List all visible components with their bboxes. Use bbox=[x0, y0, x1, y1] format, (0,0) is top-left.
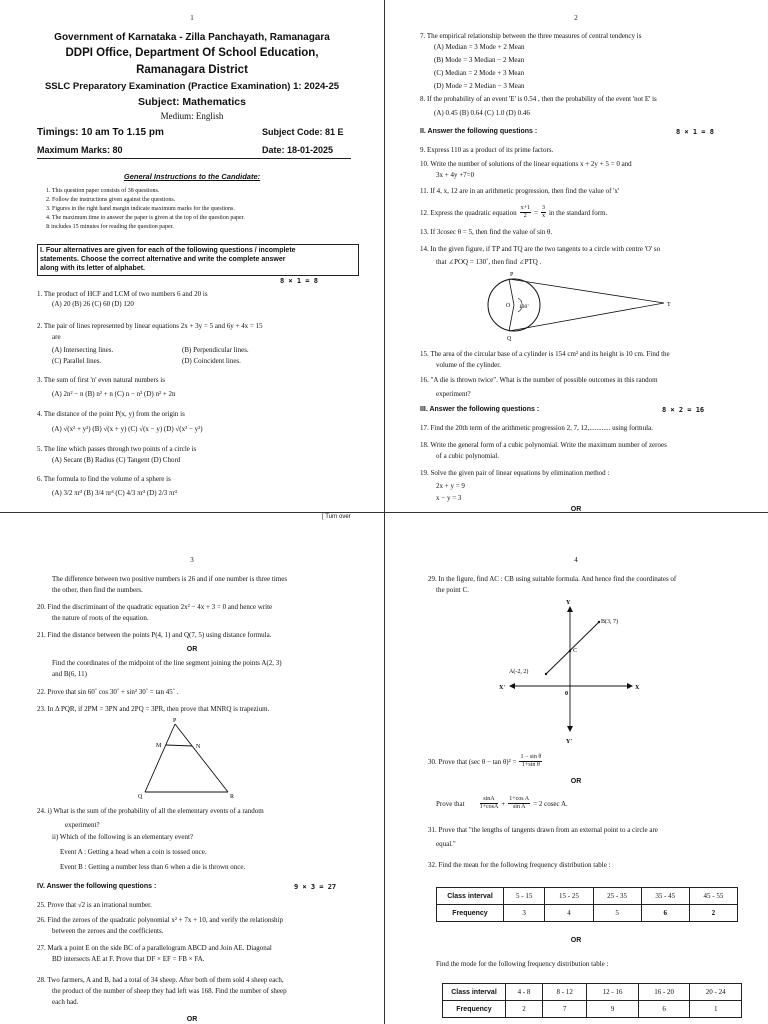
label-q: Q bbox=[138, 794, 143, 800]
instructions-title: General Instructions to the Candidate: bbox=[123, 172, 261, 181]
question-16: 16. "A die is thrown twice". What is the number of possible outcomes in this random bbox=[420, 376, 658, 384]
question-7-option-a: (A) Median = 3 Mode + 2 Mean bbox=[434, 43, 525, 51]
triangle-figure bbox=[130, 714, 240, 804]
point-c bbox=[569, 650, 571, 652]
question-25: 25. Prove that √2 is an irrational number. bbox=[37, 901, 152, 909]
timings: Timings: 10 am To 1.15 pm bbox=[37, 127, 164, 138]
table-cell: 2 bbox=[689, 905, 737, 922]
or-label-2: OR bbox=[570, 937, 582, 944]
question-6-options: (A) 3/2 πr³ (B) 3/4 πr³ (C) 4/3 πr³ (D) 2/3 πr³ bbox=[52, 489, 177, 497]
question-16-cont: experiment? bbox=[436, 390, 471, 398]
question-7-option-d: (D) Mode = 2 Median − 3 Mean bbox=[434, 82, 525, 90]
question-8-options: (A) 0.45 (B) 0.64 (C) 1.0 (D) 0.46 bbox=[434, 109, 530, 117]
tangent-figure bbox=[474, 270, 689, 342]
question-30-or-rhs: = 2 cosec A. bbox=[533, 799, 568, 808]
table-cell: 2 bbox=[506, 1001, 543, 1018]
table-cell: 6 bbox=[641, 905, 689, 922]
table-cell: 9 bbox=[587, 1001, 639, 1018]
fraction-denominator: sin A bbox=[512, 804, 526, 810]
question-27: 27. Mark a point E on the side BC of a parallelogram ABCD and Join AE. Diagonal bbox=[37, 944, 272, 952]
mean-frequency-table bbox=[436, 887, 738, 922]
table-cell: 4 - 8 bbox=[506, 984, 543, 1001]
question-31: 31. Prove that "the lengths of tangents drawn from an external point to a circle are bbox=[428, 826, 658, 834]
section-2-marks: 8 × 1 = 8 bbox=[676, 128, 714, 136]
segment-mn bbox=[166, 745, 192, 746]
event-a: Event A : Getting a head when a coin is tossed once. bbox=[60, 848, 207, 856]
table-cell: 4 bbox=[545, 905, 593, 922]
mode-frequency-table bbox=[442, 983, 742, 1018]
question-9: 9. Express 110 as a product of its prime factors. bbox=[420, 146, 554, 154]
turn-over: [ Turn over bbox=[322, 514, 351, 520]
label-b: B(3, 7) bbox=[601, 619, 618, 625]
page-1 bbox=[0, 0, 384, 520]
question-30-or bbox=[436, 796, 568, 811]
instruction-3: 3. Figures in the right hand margin indicate maximum marks for the questions. bbox=[46, 206, 235, 212]
fraction-numerator: 1 − sin θ bbox=[520, 754, 542, 760]
question-30-or-plus: + bbox=[501, 799, 506, 808]
page-number: 2 bbox=[574, 14, 578, 22]
question-3: 3. The sum of first 'n' even natural numbers is bbox=[37, 376, 165, 384]
table-cell: 25 - 35 bbox=[593, 888, 641, 905]
page-number: 3 bbox=[190, 556, 194, 564]
medium: Medium: English bbox=[160, 111, 224, 121]
section-2-title: II. Answer the following questions : bbox=[420, 128, 538, 135]
table-header-cell: Class interval bbox=[443, 984, 506, 1001]
label-r: R bbox=[230, 794, 235, 800]
question-15: 15. The area of the circular base of a cylinder is 154 cm² and its height is 10 cm. Find the bbox=[420, 350, 670, 358]
table-cell: 45 - 55 bbox=[689, 888, 737, 905]
question-18: 18. Write the general form of a cubic polynomial. Write the maximum number of zeroes bbox=[420, 441, 667, 449]
event-b: Event B : Getting a number less than 6 when a die is thrown once. bbox=[60, 863, 246, 871]
side-pr bbox=[175, 724, 228, 792]
question-1-options: (A) 20 (B) 26 (C) 60 (D) 120 bbox=[52, 300, 134, 308]
page-3 bbox=[0, 512, 384, 1024]
question-21-or-2: and B(6, 11) bbox=[52, 670, 87, 678]
page-number: 1 bbox=[190, 14, 194, 22]
question-4: 4. The distance of the point P(x, y) from the origin is bbox=[37, 410, 185, 418]
section-1-title-2: statements. Choose the correct alternative and write the complete answer bbox=[40, 256, 286, 263]
question-21-or-1: Find the coordinates of the midpoint of the line segment joining the points A(2, 3) bbox=[52, 659, 282, 667]
table-cell: 35 - 45 bbox=[641, 888, 689, 905]
question-7: 7. The empirical relationship between the three measures of central tendency is bbox=[420, 32, 642, 40]
label-y-prime: Y' bbox=[566, 739, 572, 745]
table-header-cell: Frequency bbox=[437, 905, 504, 922]
label-p: P bbox=[510, 272, 514, 278]
instruction-2: 2. Follow the instructions given against the questions. bbox=[46, 197, 176, 203]
table-cell: 20 - 24 bbox=[690, 984, 742, 1001]
question-26-cont: between the zeroes and the coefficients. bbox=[52, 927, 164, 935]
fraction-denominator: x bbox=[541, 213, 545, 219]
label-a: A(-2, 2) bbox=[509, 669, 529, 675]
label-x: X bbox=[635, 685, 640, 691]
question-26: 26. Find the zeroes of the quadratic polynomial x² + 7x + 10, and verify the relationship bbox=[37, 916, 283, 924]
fraction-denominator: 1+cosA bbox=[479, 804, 499, 810]
question-28-cont-2: each had. bbox=[52, 998, 79, 1006]
label-c: C bbox=[573, 648, 578, 654]
question-22: 22. Prove that sin 60˚ cos 30˚ + sin² 30˚ = tan 45˚ . bbox=[37, 688, 179, 696]
subject-code: Subject Code: 81 E bbox=[262, 127, 344, 137]
question-11: 11. If 4, x, 12 are in an arithmetic progression, then find the value of 'x' bbox=[420, 187, 620, 195]
question-24-cont: experiment? bbox=[65, 821, 100, 829]
instruction-4: 4. The maximum time to answer the paper is given at the top of the question paper. bbox=[46, 215, 245, 221]
question-20: 20. Find the discriminant of the quadratic equation 2x² − 4x + 3 = 0 and hence write bbox=[37, 603, 273, 611]
question-2-option-a: (A) Intersecting lines. bbox=[52, 346, 114, 354]
question-14-cont: that ∠POQ = 130˚, then find ∠PTQ . bbox=[436, 258, 542, 266]
header-line-2: DDPI Office, Department Of School Education, bbox=[65, 47, 319, 59]
x-axis-arrow-right bbox=[627, 683, 633, 689]
question-30-or-fraction-2 bbox=[508, 796, 530, 811]
table-cell: 16 - 20 bbox=[638, 984, 690, 1001]
label-n: N bbox=[196, 744, 201, 750]
question-3-options: (A) 2n² − n (B) n² + n (C) n − n² (D) n² + 2n bbox=[52, 390, 176, 398]
question-17: 17. Find the 20th term of the arithmetic progression 2, 7, 12,............ using formula. bbox=[420, 424, 653, 432]
side-pq bbox=[145, 724, 175, 792]
question-29: 29. In the figure, find AC : CB using suitable formula. And hence find the coordinates of bbox=[428, 575, 677, 583]
point-b bbox=[598, 621, 600, 623]
question-24-ii: ii) Which of the following is an elementary event? bbox=[52, 833, 193, 841]
point-a bbox=[545, 673, 547, 675]
radius-op bbox=[509, 279, 514, 305]
section-4-title: IV. Answer the following questions : bbox=[37, 883, 157, 890]
or-label-bottom: OR bbox=[186, 1016, 198, 1023]
section-3-marks: 8 × 2 = 16 bbox=[662, 406, 705, 414]
label-origin: 0 bbox=[565, 691, 568, 697]
section-4-marks: 9 × 3 = 27 bbox=[294, 883, 337, 891]
question-29-cont: the point C. bbox=[436, 586, 469, 594]
table-cell: 8 - 12 bbox=[543, 984, 587, 1001]
question-19-or-1: The difference between two positive numbers is 26 and if one number is three times bbox=[52, 575, 288, 583]
question-2-option-d: (D) Coincident lines. bbox=[182, 357, 241, 365]
question-18-cont: of a cubic polynomial. bbox=[436, 452, 499, 460]
label-t: T bbox=[667, 302, 671, 308]
question-30-text: 30. Prove that (sec θ − tan θ)² = bbox=[428, 757, 517, 766]
table-header-cell: Class interval bbox=[437, 888, 504, 905]
header-line-1: Government of Karnataka - Zilla Panchayath, Ramanagara bbox=[54, 32, 330, 43]
table-cell: 1 bbox=[690, 1001, 742, 1018]
question-7-option-b: (B) Mode = 3 Median − 2 Mean bbox=[434, 56, 525, 64]
question-5-options: (A) Secant (B) Radius (C) Tangent (D) Chord bbox=[52, 456, 181, 464]
question-1: 1. The product of HCF and LCM of two numbers 6 and 20 is bbox=[37, 290, 208, 298]
page-number: 4 bbox=[574, 556, 578, 564]
question-30-fraction bbox=[519, 754, 542, 769]
question-32-or: Find the mode for the following frequency distribution table : bbox=[436, 960, 609, 968]
coordinate-figure bbox=[499, 596, 644, 746]
question-8: 8. If the probability of an event 'E' is 0.54 , then the probability of the event 'not E' is bbox=[420, 95, 657, 103]
question-30-or-text: Prove that bbox=[436, 799, 465, 808]
label-p: P bbox=[173, 718, 177, 724]
label-x-prime: X' bbox=[499, 685, 505, 691]
table-cell: 7 bbox=[543, 1001, 587, 1018]
table-cell: 3 bbox=[504, 905, 545, 922]
table-row bbox=[437, 905, 738, 922]
table-cell: 12 - 16 bbox=[587, 984, 639, 1001]
tangent-tq bbox=[509, 303, 664, 331]
table-row bbox=[443, 1001, 742, 1018]
question-31-cont: equal." bbox=[436, 840, 456, 848]
question-19-eq1: 2x + y = 9 bbox=[436, 482, 465, 490]
question-12-text: 12. Express the quadratic equation bbox=[420, 208, 517, 217]
date: Date: 18-01-2025 bbox=[262, 145, 334, 155]
question-15-cont: volume of the cylinder. bbox=[436, 361, 501, 369]
section-1-marks: 8 × 1 = 8 bbox=[280, 277, 318, 285]
question-7-option-c: (C) Median = 2 Mode + 3 Mean bbox=[434, 69, 525, 77]
y-axis-arrow-up bbox=[567, 606, 573, 612]
question-2: 2. The pair of lines represented by linear equations 2x + 3y = 5 and 6y + 4x = 15 bbox=[37, 322, 263, 330]
section-3-title: III. Answer the following questions : bbox=[420, 406, 540, 413]
x-axis-arrow-left bbox=[509, 683, 515, 689]
fraction-denominator: 1+sin θ bbox=[521, 762, 540, 768]
question-12-fraction-2 bbox=[541, 205, 546, 220]
question-19: 19. Solve the given pair of linear equations by elimination method : bbox=[420, 469, 610, 477]
fraction-numerator: 3 bbox=[541, 205, 545, 211]
section-1-title-1: I. Four alternatives are given for each of the following questions / incomplete bbox=[40, 247, 296, 254]
instruction-1: 1. This question paper consists of 38 questions. bbox=[46, 188, 160, 194]
fraction-numerator: sinA bbox=[480, 796, 499, 804]
question-27-cont: BD intersects AE at F. Prove that DF × EF = FB × FA. bbox=[52, 955, 205, 963]
label-q: Q bbox=[507, 336, 512, 342]
question-10: 10. Write the number of solutions of the linear equations x + 2y + 5 = 0 and bbox=[420, 160, 632, 168]
fraction-denominator: 2 bbox=[523, 213, 527, 219]
header-line-4: SSLC Preparatory Examination (Practice Examination) 1: 2024-25 bbox=[44, 81, 340, 92]
or-label: OR bbox=[186, 646, 198, 653]
label-o: O bbox=[506, 303, 511, 309]
question-20-cont: the nature of roots of the equation. bbox=[52, 614, 149, 622]
table-cell: 5 - 15 bbox=[504, 888, 545, 905]
question-28: 28. Two farmers, A and B, had a total of 34 sheep. After both of them sold 4 sheep each, bbox=[37, 976, 284, 984]
question-14: 14. In the given figure, if TP and TQ are the two tangents to a circle with centre 'O' so bbox=[420, 245, 661, 253]
y-axis-arrow-down bbox=[567, 726, 573, 732]
question-30-or-fraction-1 bbox=[480, 796, 499, 811]
question-2-cont: are bbox=[52, 333, 61, 341]
question-19-eq2: x − y = 3 bbox=[436, 494, 462, 502]
question-2-option-b: (B) Perpendicular lines. bbox=[182, 346, 249, 354]
question-30 bbox=[428, 754, 542, 769]
header-rule bbox=[37, 158, 351, 159]
question-12-fraction-1 bbox=[520, 205, 531, 220]
question-28-cont: the product of the number of sheep they had left was 168. Find the number of sheep bbox=[52, 987, 287, 995]
question-21: 21. Find the distance between the points P(4, 1) and Q(7, 5) using distance formula. bbox=[37, 631, 272, 639]
fraction-numerator: 1+cos A bbox=[509, 796, 530, 802]
question-2-option-c: (C) Parallel lines. bbox=[52, 357, 102, 365]
fraction-numerator: x+1 bbox=[520, 205, 530, 211]
page-2 bbox=[384, 0, 768, 512]
question-13: 13. If 3cosec θ = 5, then find the value of sin θ. bbox=[420, 228, 553, 236]
question-12-equals: = bbox=[534, 208, 538, 217]
table-cell: 15 - 25 bbox=[545, 888, 593, 905]
header-line-3: Ramanagara District bbox=[136, 64, 248, 76]
question-32: 32. Find the mean for the following frequency distribution table : bbox=[428, 861, 611, 869]
section-1-title-3: along with its letter of alphabet. bbox=[40, 265, 146, 272]
or-label-1: OR bbox=[570, 778, 582, 785]
instruction-5: It includes 15 minutes for reading the question paper. bbox=[46, 224, 174, 230]
max-marks: Maximum Marks: 80 bbox=[37, 145, 123, 155]
question-23: 23. In Δ PQR, if 2PM = 3PN and 2PQ = 3PR, then prove that MNRQ is trapezium. bbox=[37, 705, 270, 713]
table-row bbox=[443, 984, 742, 1001]
question-12-text-end: in the standard form. bbox=[548, 208, 608, 217]
question-6: 6. The formula to find the volume of a sphere is bbox=[37, 475, 171, 483]
table-cell: 5 bbox=[593, 905, 641, 922]
tangent-tp bbox=[509, 279, 664, 303]
or-label: OR bbox=[570, 506, 582, 513]
question-19-or-2: the other, then find the numbers. bbox=[52, 586, 143, 594]
label-m: M bbox=[156, 743, 162, 749]
subject: Subject: Mathematics bbox=[138, 96, 246, 108]
question-5: 5. The line which passes through two points of a circle is bbox=[37, 445, 197, 453]
table-header-cell: Frequency bbox=[443, 1001, 506, 1018]
label-angle: 130˚ bbox=[519, 304, 530, 310]
table-row bbox=[437, 888, 738, 905]
question-4-options: (A) √(x² + y²) (B) √(x + y) (C) √(x − y) (D) √(x² − y²) bbox=[52, 425, 203, 433]
table-cell: 6 bbox=[638, 1001, 690, 1018]
question-24: 24. i) What is the sum of the probability of all the elementary events of a random bbox=[37, 807, 264, 815]
question-12 bbox=[420, 205, 607, 220]
label-y: Y bbox=[566, 600, 571, 606]
question-10-cont: 3x + 4y +7=0 bbox=[436, 171, 475, 179]
page-4 bbox=[384, 512, 768, 1024]
